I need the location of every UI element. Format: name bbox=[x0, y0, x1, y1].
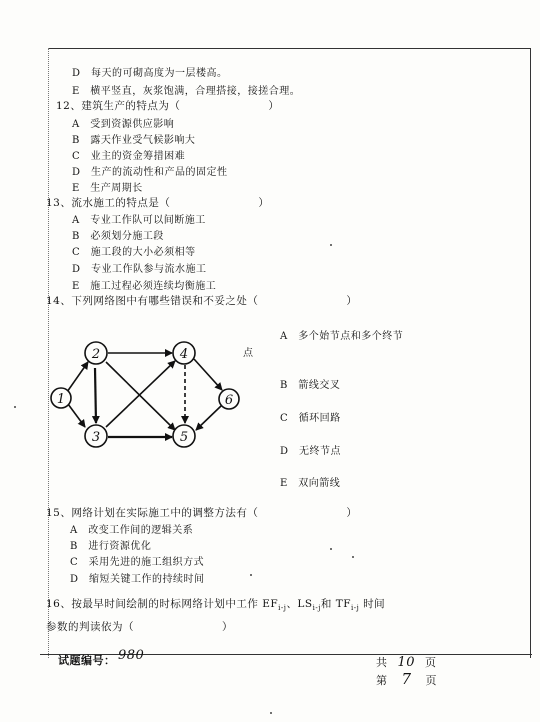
current-suffix: 页 bbox=[425, 674, 438, 687]
node-4-label: 4 bbox=[179, 347, 189, 362]
q12-option-b: B 露天作业受气候影响大 bbox=[72, 135, 196, 146]
current-value: 7 bbox=[401, 670, 412, 688]
q16-sub-ef: i-j bbox=[278, 604, 287, 613]
q12-option-c: C 业主的资金筹措困难 bbox=[72, 151, 186, 162]
arrow-6-5 bbox=[196, 406, 221, 430]
exam-code-value: 980 bbox=[118, 648, 145, 663]
q14-stem: 14、下列网络图中有哪些错误和不妥之处（ ） bbox=[46, 295, 358, 307]
total-value: 10 bbox=[397, 655, 416, 670]
q13-option-a: A 专业工作队可以间断施工 bbox=[72, 215, 206, 226]
node-2-label: 2 bbox=[91, 347, 101, 362]
q13-stem: 13、流水施工的特点是（ ） bbox=[46, 197, 270, 209]
q15-option-a: A 改变工作间的逻辑关系 bbox=[70, 525, 194, 536]
current-prefix: 第 bbox=[376, 674, 388, 687]
exam-code-label: 试题编号： bbox=[58, 654, 116, 667]
node-3-label: 3 bbox=[91, 430, 101, 445]
q14-option-e: E 双向箭线 bbox=[280, 478, 341, 489]
q16-line1-end: 时间 bbox=[359, 598, 386, 610]
q16-sub-ls: i-j bbox=[312, 604, 321, 613]
total-suffix: 页 bbox=[425, 656, 437, 669]
frame-top-line bbox=[48, 48, 530, 49]
q12-option-d: D 生产的流动性和产品的固定性 bbox=[72, 167, 228, 178]
node-1-label: 1 bbox=[56, 392, 66, 407]
q16-sub-tf: i-j bbox=[351, 604, 360, 613]
q15-option-b: B 进行资源优化 bbox=[70, 541, 152, 552]
q14-option-b: B 箭线交叉 bbox=[280, 380, 341, 391]
arrow-3-4 bbox=[106, 361, 175, 427]
q13-option-c: C 施工段的大小必须相等 bbox=[72, 247, 196, 258]
q16-line1 bbox=[46, 596, 385, 612]
arrow-1-3 bbox=[68, 404, 85, 427]
network-diagram bbox=[40, 330, 260, 460]
q14-option-d: D 无终节点 bbox=[280, 446, 342, 457]
scan-speck bbox=[270, 712, 272, 714]
scan-speck bbox=[352, 556, 354, 558]
q12-option-e: E 生产周期长 bbox=[72, 183, 143, 194]
arrow-2-5 bbox=[106, 362, 175, 430]
q16-tf-text: 和 TF bbox=[320, 598, 352, 610]
q16-line2: 参数的判读依为（ ） bbox=[46, 621, 233, 633]
q15-option-d: D 缩短关键工作的持续时间 bbox=[70, 574, 205, 585]
current-page bbox=[376, 670, 437, 688]
q16-ls-text: 、LS bbox=[286, 598, 313, 610]
q13-option-e: E 施工过程必须连续均衡施工 bbox=[72, 281, 217, 292]
frame-right-line bbox=[530, 48, 531, 658]
q15-option-c: C 采用先进的施工组织方式 bbox=[70, 557, 205, 568]
scan-speck bbox=[330, 548, 332, 550]
q16-line1-text: 16、按最早时间绘制的时标网络计划中工作 EF bbox=[46, 598, 279, 610]
arrow-1-2 bbox=[67, 362, 88, 392]
q13-option-d: D 专业工作队参与流水施工 bbox=[72, 264, 207, 275]
scan-speck bbox=[14, 406, 16, 408]
q14-option-a: A 多个始节点和多个终节 bbox=[280, 331, 404, 342]
scan-speck bbox=[330, 244, 332, 246]
arrow-2-3 bbox=[95, 368, 96, 423]
node-5-label: 5 bbox=[179, 430, 189, 445]
total-pages bbox=[376, 654, 437, 670]
q13-option-b: B 必须划分施工段 bbox=[72, 231, 164, 242]
total-prefix: 共 bbox=[376, 656, 388, 669]
q11-option-d: D 每天的可砌高度为一层楼高。 bbox=[72, 68, 228, 79]
q14-option-c: C 循环回路 bbox=[280, 413, 341, 424]
node-6-label: 6 bbox=[224, 393, 234, 408]
q14-option-a-wrap: 点 bbox=[243, 348, 254, 359]
q12-stem: 12、建筑生产的特点为（ ） bbox=[56, 100, 280, 112]
q12-option-a: A 受到资源供应影响 bbox=[72, 119, 175, 130]
q15-stem: 15、网络计划在实际施工中的调整方法有（ ） bbox=[46, 507, 358, 519]
arrow-4-6 bbox=[194, 359, 222, 390]
q11-option-e: E 横平竖直，灰浆饱满，合理搭接，接搓合理。 bbox=[72, 86, 301, 97]
scan-speck bbox=[250, 574, 252, 576]
